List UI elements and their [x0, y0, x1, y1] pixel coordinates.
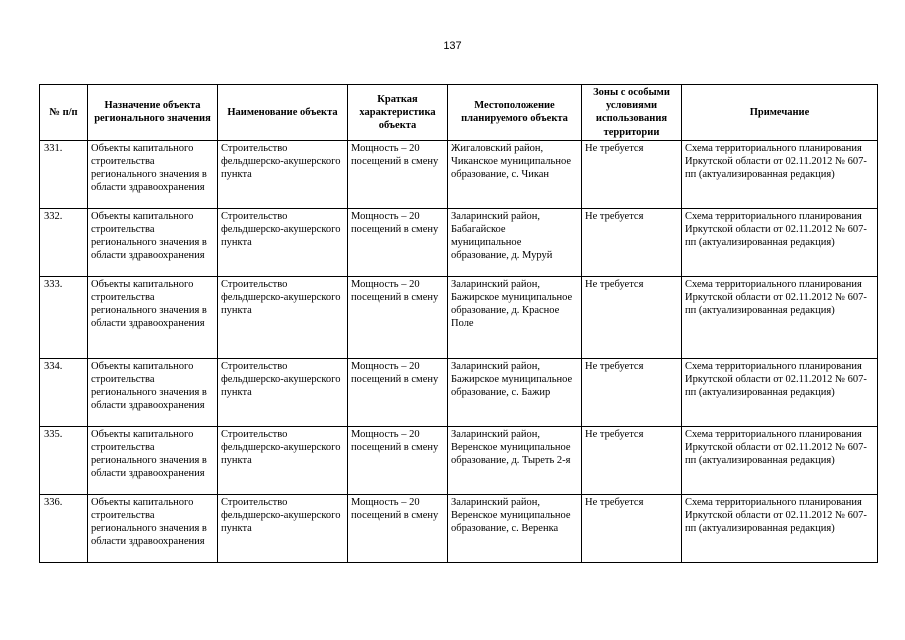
- row-purpose: Объекты капитального строительства регионального значения в области здравоохранения: [88, 358, 218, 426]
- row-zones: Не требуется: [582, 276, 682, 358]
- row-location: Жигаловский район, Чиканское муниципальное образование, с. Чикан: [448, 140, 582, 208]
- row-number: 334.: [40, 358, 88, 426]
- row-purpose: Объекты капитального строительства регионального значения в области здравоохранения: [88, 276, 218, 358]
- objects-table: [39, 84, 878, 563]
- header-purpose: Назначение объекта регионального значения: [88, 85, 218, 141]
- row-purpose: Объекты капитального строительства регионального значения в области здравоохранения: [88, 140, 218, 208]
- row-note: Схема территориального планирования Иркутской области от 02.11.2012 № 607-пп (актуализированная редакция): [682, 358, 878, 426]
- row-name: Строительство фельдшерско-акушерского пункта: [218, 358, 348, 426]
- row-number: 331.: [40, 140, 88, 208]
- row-zones: Не требуется: [582, 208, 682, 276]
- row-note: Схема территориального планирования Иркутской области от 02.11.2012 № 607-пп (актуализированная редакция): [682, 276, 878, 358]
- header-zones: Зоны с особыми условиями использования территории: [582, 85, 682, 141]
- row-purpose: Объекты капитального строительства регионального значения в области здравоохранения: [88, 426, 218, 494]
- table-header-row: [40, 85, 878, 141]
- row-purpose: Объекты капитального строительства регионального значения в области здравоохранения: [88, 208, 218, 276]
- row-characteristic: Мощность – 20 посещений в смену: [348, 358, 448, 426]
- header-characteristic: Краткая характеристика объекта: [348, 85, 448, 141]
- table-row: [40, 358, 878, 426]
- row-number: 333.: [40, 276, 88, 358]
- row-number: 336.: [40, 494, 88, 562]
- row-characteristic: Мощность – 20 посещений в смену: [348, 140, 448, 208]
- header-location: Местоположение планируемого объекта: [448, 85, 582, 141]
- header-number: № п/п: [40, 85, 88, 141]
- row-number: 332.: [40, 208, 88, 276]
- row-location: Заларинский район, Веренское муниципальное образование, с. Веренка: [448, 494, 582, 562]
- row-note: Схема территориального планирования Иркутской области от 02.11.2012 № 607-пп (актуализированная редакция): [682, 208, 878, 276]
- row-name: Строительство фельдшерско-акушерского пункта: [218, 140, 348, 208]
- table-row: [40, 140, 878, 208]
- row-note: Схема территориального планирования Иркутской области от 02.11.2012 № 607-пп (актуализированная редакция): [682, 494, 878, 562]
- row-name: Строительство фельдшерско-акушерского пункта: [218, 426, 348, 494]
- row-location: Заларинский район, Веренское муниципальное образование, д. Тыреть 2-я: [448, 426, 582, 494]
- row-zones: Не требуется: [582, 494, 682, 562]
- table-row: [40, 426, 878, 494]
- page-number: 137: [443, 40, 462, 52]
- row-purpose: Объекты капитального строительства регионального значения в области здравоохранения: [88, 494, 218, 562]
- row-name: Строительство фельдшерско-акушерского пункта: [218, 494, 348, 562]
- row-characteristic: Мощность – 20 посещений в смену: [348, 494, 448, 562]
- row-location: Заларинский район, Бажирское муниципальное образование, д. Красное Поле: [448, 276, 582, 358]
- row-location: Заларинский район, Бабагайское муниципальное образование, д. Муруй: [448, 208, 582, 276]
- row-note: Схема территориального планирования Иркутской области от 02.11.2012 № 607-пп (актуализированная редакция): [682, 426, 878, 494]
- row-characteristic: Мощность – 20 посещений в смену: [348, 426, 448, 494]
- row-name: Строительство фельдшерско-акушерского пункта: [218, 276, 348, 358]
- row-zones: Не требуется: [582, 426, 682, 494]
- row-number: 335.: [40, 426, 88, 494]
- table-row: [40, 208, 878, 276]
- row-characteristic: Мощность – 20 посещений в смену: [348, 208, 448, 276]
- row-zones: Не требуется: [582, 358, 682, 426]
- row-name: Строительство фельдшерско-акушерского пункта: [218, 208, 348, 276]
- table-row: [40, 276, 878, 358]
- header-note: Примечание: [682, 85, 878, 141]
- row-zones: Не требуется: [582, 140, 682, 208]
- table-row: [40, 494, 878, 562]
- header-name: Наименование объекта: [218, 85, 348, 141]
- row-location: Заларинский район, Бажирское муниципальное образование, с. Бажир: [448, 358, 582, 426]
- row-note: Схема территориального планирования Иркутской области от 02.11.2012 № 607-пп (актуализированная редакция): [682, 140, 878, 208]
- row-characteristic: Мощность – 20 посещений в смену: [348, 276, 448, 358]
